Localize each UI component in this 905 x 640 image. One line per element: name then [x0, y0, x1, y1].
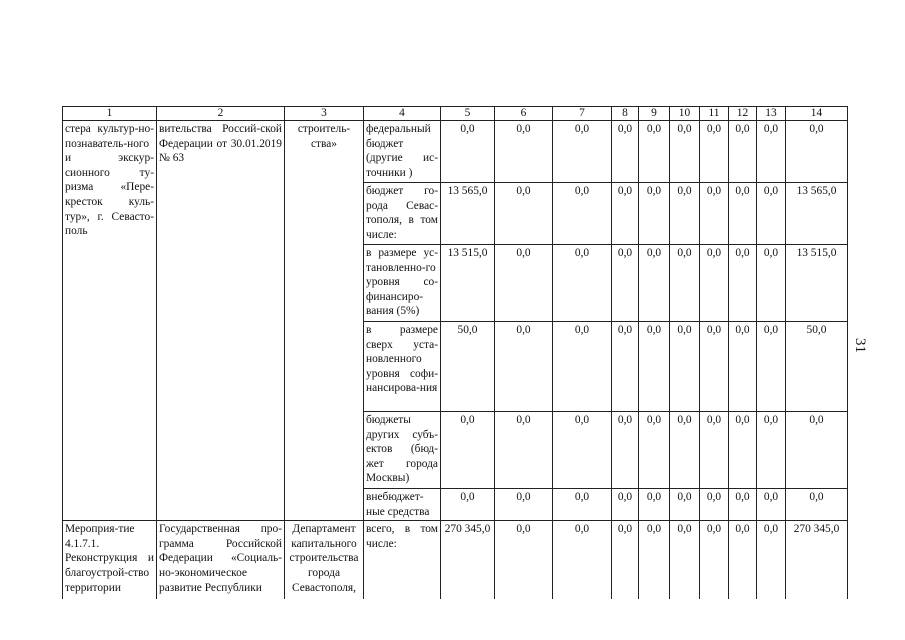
- header-cell: 12: [729, 107, 757, 121]
- value-cell: 0,0: [612, 245, 639, 322]
- value-cell: 0,0: [441, 412, 495, 489]
- header-cell: 1: [63, 107, 157, 121]
- value-cell: 0,0: [757, 322, 786, 412]
- value-cell: 0,0: [639, 322, 670, 412]
- value-cell: 270 345,0: [441, 521, 495, 599]
- header-cell: 4: [364, 107, 441, 121]
- value-cell: 0,0: [757, 521, 786, 599]
- header-cell: 11: [700, 107, 729, 121]
- funding-source-cell: в размере ус-тановленно-го уровня со-финансиро-вания (5%): [364, 245, 441, 322]
- value-cell: 13 515,0: [441, 245, 495, 322]
- value-cell: 0,0: [700, 412, 729, 489]
- value-cell: 0,0: [639, 121, 670, 183]
- value-cell: 0,0: [495, 121, 553, 183]
- value-cell: 0,0: [612, 521, 639, 599]
- value-cell: 0,0: [495, 245, 553, 322]
- value-cell: 13 515,0: [786, 245, 848, 322]
- value-cell: 0,0: [639, 412, 670, 489]
- value-cell: 0,0: [700, 245, 729, 322]
- value-cell: 0,0: [729, 521, 757, 599]
- funding-source-cell: бюджет го-рода Севас-тополя, в том числе:: [364, 183, 441, 245]
- value-cell: 0,0: [495, 322, 553, 412]
- value-cell: 0,0: [729, 183, 757, 245]
- value-cell: 0,0: [553, 322, 612, 412]
- header-cell: 2: [157, 107, 285, 121]
- funding-source-cell: внебюджет-ные средства: [364, 489, 441, 521]
- value-cell: 0,0: [757, 412, 786, 489]
- value-cell: 0,0: [670, 489, 700, 521]
- header-cell: 3: [285, 107, 364, 121]
- value-cell: 0,0: [639, 183, 670, 245]
- value-cell: 0,0: [495, 489, 553, 521]
- program-name-cell: вительства Россий-ской Федерации от 30.01.2019 № 63: [157, 121, 285, 521]
- header-cell: 10: [670, 107, 700, 121]
- value-cell: 0,0: [639, 245, 670, 322]
- executor-cell: строитель-ства»: [285, 121, 364, 521]
- value-cell: 0,0: [700, 121, 729, 183]
- funding-source-cell: бюджеты других субъ-ектов (бюд-жет города Москвы): [364, 412, 441, 489]
- value-cell: 0,0: [670, 183, 700, 245]
- value-cell: 0,0: [729, 245, 757, 322]
- value-cell: 0,0: [612, 489, 639, 521]
- value-cell: 0,0: [612, 121, 639, 183]
- value-cell: 0,0: [670, 121, 700, 183]
- funding-source-cell: в размере сверх уста-новленного уровня софи-нансирова-ния: [364, 322, 441, 412]
- header-cell: 14: [786, 107, 848, 121]
- header-cell: 9: [639, 107, 670, 121]
- value-cell: 0,0: [553, 183, 612, 245]
- value-cell: 0,0: [495, 521, 553, 599]
- value-cell: 0,0: [757, 245, 786, 322]
- value-cell: 0,0: [729, 412, 757, 489]
- value-cell: 13 565,0: [441, 183, 495, 245]
- budget-table: [62, 106, 848, 599]
- budget-table-sheet: [62, 106, 847, 593]
- measure-name-cell: стера культур-но-познаватель-ного и экскур-сионного ту-ризма «Пере-кресток куль-тур», г. Севасто-поль: [63, 121, 157, 521]
- value-cell: 0,0: [670, 322, 700, 412]
- value-cell: 0,0: [612, 322, 639, 412]
- header-cell: 5: [441, 107, 495, 121]
- value-cell: 0,0: [786, 489, 848, 521]
- page-number: 31: [852, 338, 868, 353]
- value-cell: 0,0: [729, 322, 757, 412]
- table-body: [63, 107, 848, 599]
- table-row: [63, 121, 848, 183]
- value-cell: 0,0: [553, 412, 612, 489]
- value-cell: 0,0: [757, 121, 786, 183]
- value-cell: 0,0: [639, 521, 670, 599]
- measure-name-cell: Мероприя-тие 4.1.7.1. Реконструкция и благоустрой-ство территории: [63, 521, 157, 599]
- header-cell: 8: [612, 107, 639, 121]
- value-cell: 0,0: [495, 183, 553, 245]
- value-cell: 0,0: [700, 322, 729, 412]
- funding-source-cell: всего, в том числе:: [364, 521, 441, 599]
- value-cell: 0,0: [729, 121, 757, 183]
- executor-cell: Департамент капитального строительства города Севастополя,: [285, 521, 364, 599]
- table-row: [63, 521, 848, 599]
- value-cell: 0,0: [757, 183, 786, 245]
- header-cell: 7: [553, 107, 612, 121]
- value-cell: 0,0: [757, 489, 786, 521]
- value-cell: 50,0: [786, 322, 848, 412]
- value-cell: 0,0: [700, 489, 729, 521]
- header-cell: 6: [495, 107, 553, 121]
- value-cell: 0,0: [670, 521, 700, 599]
- value-cell: 50,0: [441, 322, 495, 412]
- value-cell: 0,0: [441, 121, 495, 183]
- value-cell: 0,0: [729, 489, 757, 521]
- header-row: [63, 107, 848, 121]
- funding-source-cell: федеральный бюджет (другие ис-точники ): [364, 121, 441, 183]
- value-cell: 0,0: [553, 489, 612, 521]
- program-name-cell: Государственная про-грамма Российской Федерации «Социаль-но-экономическое развитие Республики: [157, 521, 285, 599]
- value-cell: 0,0: [553, 245, 612, 322]
- value-cell: 0,0: [553, 121, 612, 183]
- value-cell: 0,0: [639, 489, 670, 521]
- value-cell: 0,0: [441, 489, 495, 521]
- value-cell: 0,0: [612, 183, 639, 245]
- value-cell: 0,0: [612, 412, 639, 489]
- value-cell: 13 565,0: [786, 183, 848, 245]
- value-cell: 0,0: [700, 521, 729, 599]
- value-cell: 0,0: [495, 412, 553, 489]
- value-cell: 270 345,0: [786, 521, 848, 599]
- header-cell: 13: [757, 107, 786, 121]
- value-cell: 0,0: [786, 121, 848, 183]
- value-cell: 0,0: [670, 412, 700, 489]
- value-cell: 0,0: [670, 245, 700, 322]
- value-cell: 0,0: [786, 412, 848, 489]
- value-cell: 0,0: [553, 521, 612, 599]
- value-cell: 0,0: [700, 183, 729, 245]
